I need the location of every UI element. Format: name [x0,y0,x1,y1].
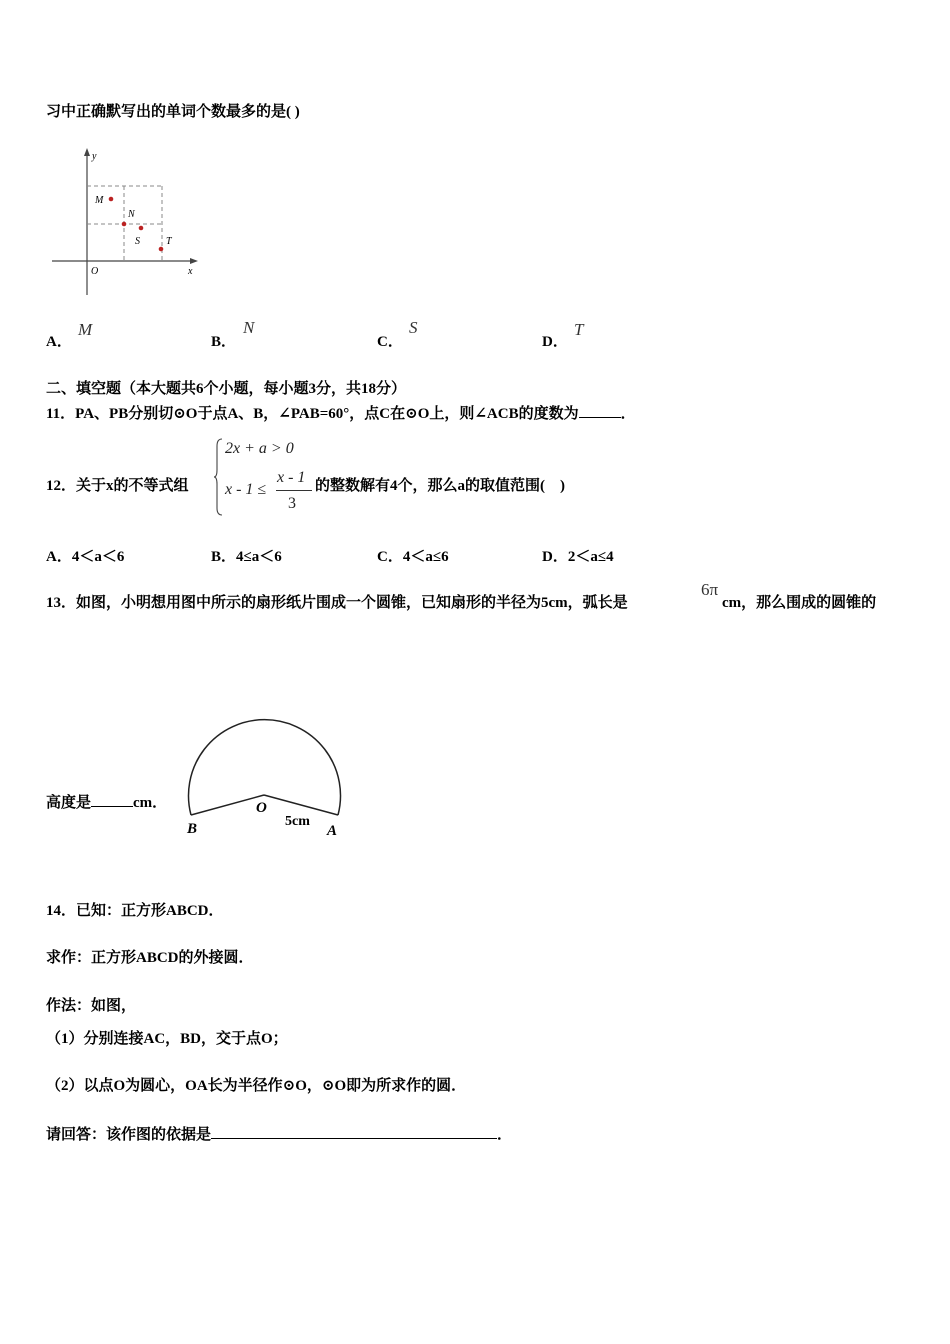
point-n [122,222,127,227]
point-m [109,197,114,202]
n-label: N [128,209,135,220]
q14-task: 求作：正方形ABCD的外接圆． [46,950,254,966]
q11-end: ． [620,406,636,422]
q12-prefix: 12．关于x的不等式组 [46,478,189,494]
q10-option-d-value: T [574,320,584,339]
q13-text-b: cm，那么围成的圆锥的 [722,595,877,611]
q12-fraction-denominator: 3 [288,495,296,512]
q10-option-d-label: D． [542,334,568,350]
q13-answer-prefix: 高度是 [46,795,92,811]
q10-option-a-value: M [78,320,93,339]
q12-inequality-1: 2x + a > 0 [225,440,294,457]
q14-step-2: （2）以点O为圆心，OA长为半径作⊙O，⊙O即为所求作的圆． [46,1078,467,1094]
q10-stem: 习中正确默写出的单词个数最多的是( ) [46,104,300,120]
q12-fraction-numerator: x - 1 [277,469,306,486]
q13-arc-length: 6π [701,580,719,599]
point-a-label: A [327,823,338,839]
q14-answer-blank[interactable] [211,1124,497,1139]
q10-option-c-label: C． [377,334,403,350]
q12-option-a: A．4＜a＜6 [46,549,125,565]
q12-option-c: C．4＜a≤6 [377,549,449,565]
t-label: T [166,236,172,247]
q14-question-line [46,1124,512,1145]
x-axis-label: x [188,266,193,277]
q13-answer-line [46,792,167,813]
q12-option-d: D．2＜a≤4 [542,549,614,565]
point-s [139,226,144,231]
s-label: S [135,236,140,247]
q11-answer-blank[interactable] [579,403,621,418]
q11-text [46,403,636,424]
q10-option-b-label: B． [211,334,237,350]
q13-answer-blank[interactable] [91,792,133,807]
radius-label: 5cm [285,814,310,829]
q12-fraction-bar [276,490,312,491]
q13-answer-suffix: cm． [133,795,168,811]
q14-step-1: （1）分别连接AC，BD，交于点O； [46,1031,288,1047]
origin-label: O [91,266,99,277]
m-label: M [95,195,104,206]
q12-suffix: 的整数解有4个，那么a的取值范围( ) [315,478,565,494]
q13-sector-figure [183,715,358,845]
q14-given: 14．已知：正方形ABCD． [46,903,224,919]
system-brace [213,438,223,516]
q12-inequality-2-left: x - 1 ≤ [225,481,267,498]
q11-stem: 11．PA、PB分别切⊙O于点A、B，∠PAB=60°，点C在⊙O上，则∠ACB的度数为 [46,406,579,422]
q14-method: 作法：如图， [46,998,137,1014]
q10-option-c-value: S [409,318,418,337]
q13-text-a: 13．如图，小明想用图中所示的扇形纸片围成一个圆锥，已知扇形的半径为5cm，弧长是 [46,595,628,611]
point-b-label: B [187,821,198,837]
q14-end: ． [497,1127,513,1143]
point-t [159,247,164,252]
y-axis-label: y [92,151,97,162]
section-heading: 二、填空题（本大题共6个小题，每小题3分，共18分） [46,381,407,397]
q10-option-a-label: A． [46,334,72,350]
center-o-label: O [256,800,267,816]
q10-graph [50,145,210,300]
q14-question: 请回答：该作图的依据是 [46,1127,212,1143]
q12-option-b: B．4≤a＜6 [211,549,282,565]
q10-option-b-value: N [243,318,255,337]
